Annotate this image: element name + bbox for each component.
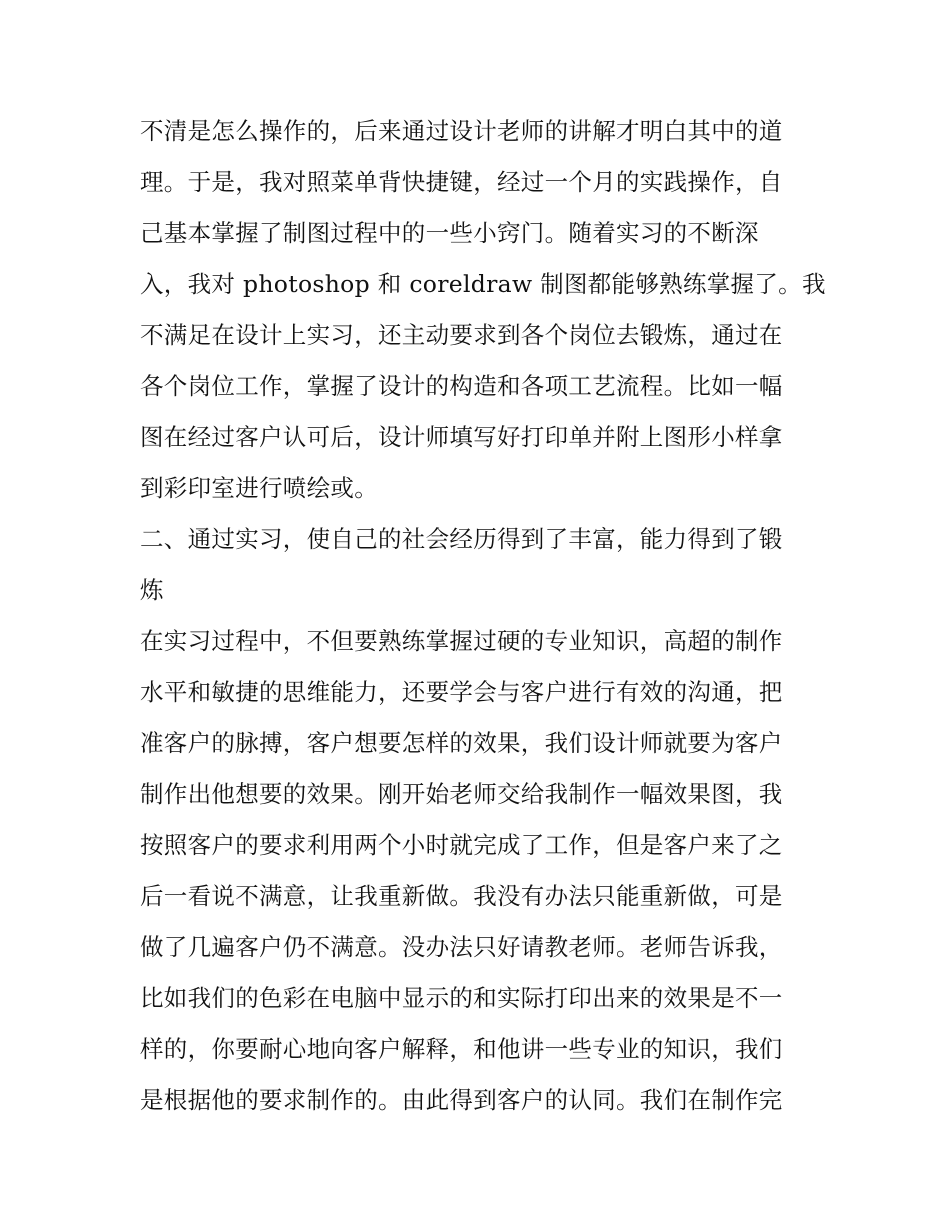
text-line: 己基本掌握了制图过程中的一些小窍门。随着实习的不断深 <box>140 219 759 247</box>
text-line: 不清是怎么操作的，后来通过设计老师的讲解才明白其中的道 <box>140 117 783 145</box>
section-heading-line: 二、通过实习，使自己的社会经历得到了丰富，能力得到了锻 <box>140 525 783 553</box>
text-line: 制作出他想要的效果。刚开始老师交给我制作一幅效果图，我 <box>140 780 783 808</box>
section-heading-line: 炼 <box>140 576 164 604</box>
text-line: 准客户的脉搏，客户想要怎样的效果，我们设计师就要为客户 <box>140 729 783 757</box>
text-line: 按照客户的要求利用两个小时就完成了工作，但是客户来了之 <box>140 831 783 859</box>
text-line: 图在经过客户认可后，设计师填写好打印单并附上图形小样拿 <box>140 423 783 451</box>
text-line: 样的，你要耐心地向客户解释，和他讲一些专业的知识，我们 <box>140 1035 783 1063</box>
text-line: 入，我对 photoshop 和 coreldraw 制图都能够熟练掌握了。我 <box>140 270 826 298</box>
text-line: 做了几遍客户仍不满意。没办法只好请教老师。老师告诉我， <box>140 933 783 961</box>
text-line: 到彩印室进行喷绘或。 <box>140 474 378 502</box>
text-line: 是根据他的要求制作的。由此得到客户的认同。我们在制作完 <box>140 1086 783 1114</box>
text-line: 不满足在设计上实习，还主动要求到各个岗位去锻炼，通过在 <box>140 321 783 349</box>
text-line: 水平和敏捷的思维能力，还要学会与客户进行有效的沟通，把 <box>140 678 783 706</box>
text-line: 后一看说不满意，让我重新做。我没有办法只能重新做，可是 <box>140 882 783 910</box>
body-text <box>140 106 826 1126</box>
text-line: 在实习过程中，不但要熟练掌握过硬的专业知识，高超的制作 <box>140 627 783 655</box>
text-line: 各个岗位工作，掌握了设计的构造和各项工艺流程。比如一幅 <box>140 372 783 400</box>
text-line: 比如我们的色彩在电脑中显示的和实际打印出来的效果是不一 <box>140 984 783 1012</box>
text-line: 理。于是，我对照菜单背快捷键，经过一个月的实践操作，自 <box>140 168 783 196</box>
